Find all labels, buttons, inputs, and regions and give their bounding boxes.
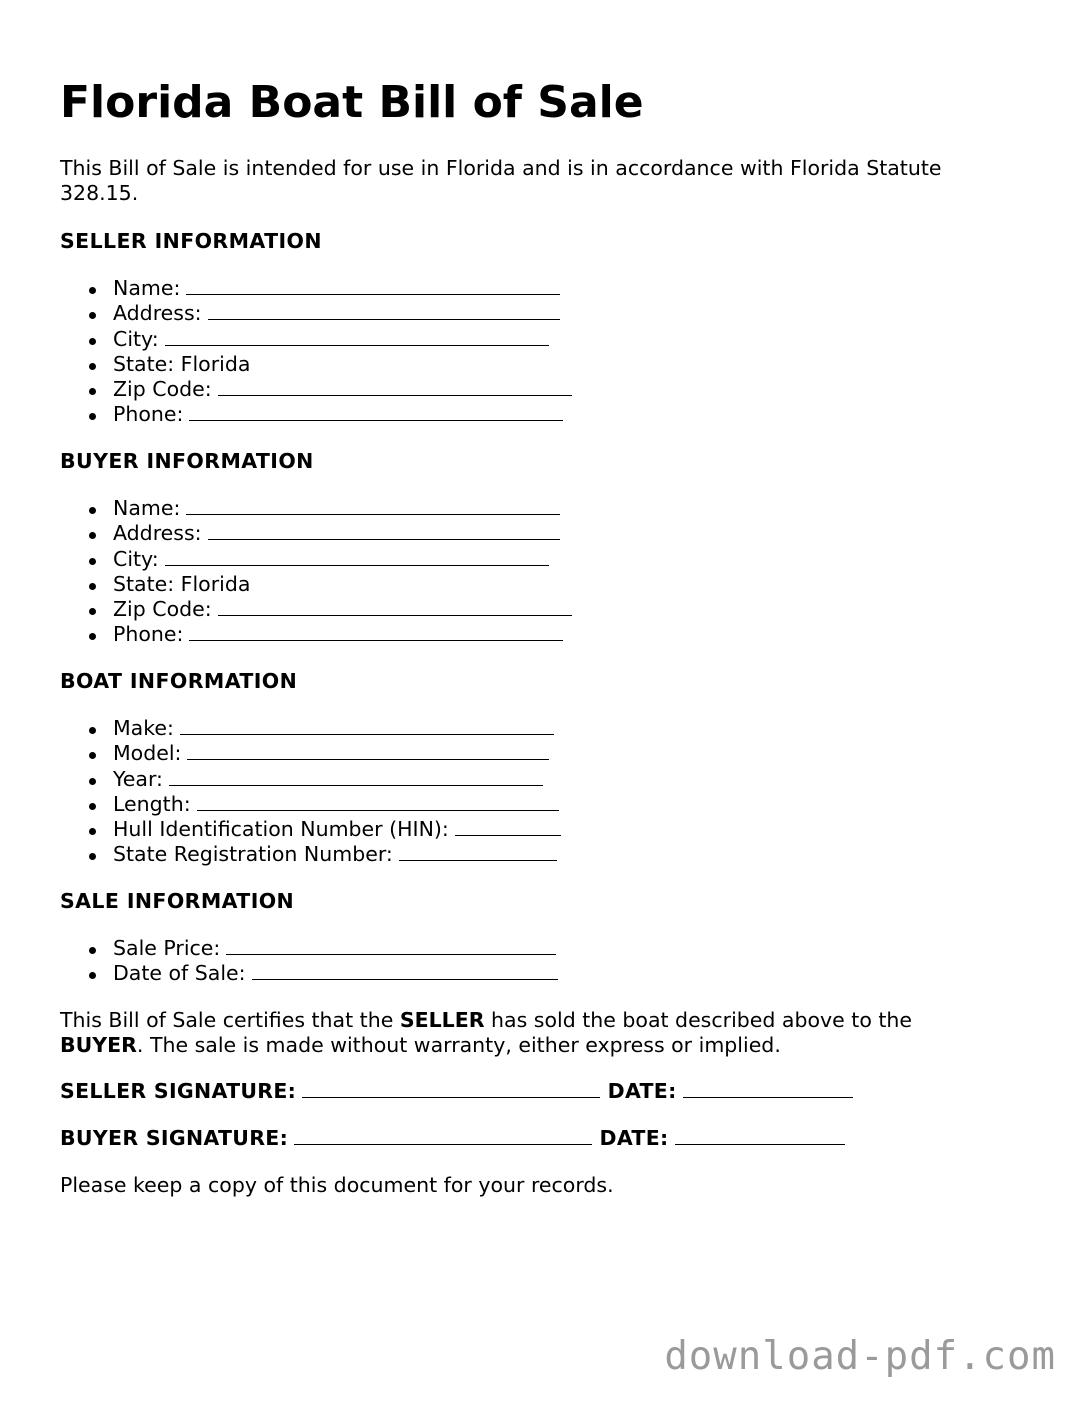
field-label: Date of Sale:: [113, 961, 246, 986]
boat-section-heading: BOAT INFORMATION: [60, 669, 298, 693]
seller-date-blank[interactable]: [683, 1079, 853, 1098]
intro-paragraph: This Bill of Sale is intended for use in Florida and is in accordance with Florida Statute 328.15.: [60, 156, 942, 205]
field-label: Name:: [113, 276, 181, 300]
boat-length-blank[interactable]: [197, 792, 559, 811]
field-label: Make:: [113, 716, 174, 740]
buyer-zip-blank[interactable]: [218, 597, 572, 616]
boat-year-field: [60, 767, 561, 792]
sale-fields-list: [60, 936, 558, 987]
boat-hin-field: [60, 817, 561, 842]
field-label: State: Florida: [113, 571, 251, 596]
certification-text: This Bill of Sale certifies that the: [60, 1008, 400, 1032]
buyer-fields-list: [60, 496, 572, 648]
boat-hin-blank[interactable]: [455, 817, 561, 836]
field-label: City:: [113, 326, 159, 351]
boat-make-field: [60, 716, 561, 741]
buyer-signature-line: [60, 1126, 845, 1151]
field-label: Phone:: [113, 402, 184, 427]
field-label: Zip Code:: [113, 597, 212, 622]
seller-date-label: DATE:: [607, 1079, 677, 1103]
sale-date-field: [60, 961, 558, 986]
buyer-signature-blank[interactable]: [294, 1126, 592, 1145]
boat-make-blank[interactable]: [180, 716, 554, 735]
buyer-name-field: [60, 496, 572, 521]
buyer-city-blank[interactable]: [165, 547, 549, 566]
seller-name-field: [60, 276, 572, 301]
buyer-date-blank[interactable]: [675, 1126, 845, 1145]
sale-price-blank[interactable]: [226, 936, 556, 955]
seller-state-field: [60, 352, 572, 377]
boat-length-field: [60, 792, 561, 817]
field-label: State Registration Number:: [113, 842, 393, 867]
seller-city-blank[interactable]: [165, 327, 549, 346]
watermark-text: download-pdf.com: [664, 1334, 1056, 1379]
boat-registration-blank[interactable]: [399, 842, 557, 861]
boat-model-blank[interactable]: [187, 741, 549, 760]
sale-section-heading: SALE INFORMATION: [60, 889, 295, 913]
buyer-section-heading: BUYER INFORMATION: [60, 449, 314, 473]
certification-text: . The sale is made without warranty, either express or implied.: [136, 1033, 781, 1057]
seller-phone-field: [60, 402, 572, 427]
seller-signature-blank[interactable]: [302, 1079, 600, 1098]
boat-registration-field: [60, 842, 561, 867]
buyer-emphasis: BUYER: [60, 1033, 137, 1057]
document-title: Florida Boat Bill of Sale: [60, 77, 644, 128]
field-label: Zip Code:: [113, 377, 212, 402]
buyer-date-label: DATE:: [599, 1126, 669, 1150]
seller-phone-blank[interactable]: [189, 402, 563, 421]
field-label: Year:: [113, 766, 163, 791]
seller-section-heading: SELLER INFORMATION: [60, 229, 322, 253]
seller-zip-blank[interactable]: [218, 377, 572, 396]
buyer-zip-field: [60, 597, 572, 622]
field-label: Phone:: [113, 622, 184, 647]
seller-signature-label: SELLER SIGNATURE:: [60, 1079, 297, 1103]
seller-city-field: [60, 327, 572, 352]
boat-year-blank[interactable]: [169, 767, 543, 786]
buyer-name-blank[interactable]: [186, 496, 560, 515]
field-label: State: Florida: [113, 351, 251, 376]
seller-emphasis: SELLER: [399, 1008, 485, 1032]
records-note: Please keep a copy of this document for your records.: [60, 1173, 614, 1197]
buyer-signature-label: BUYER SIGNATURE:: [60, 1126, 289, 1150]
seller-fields-list: [60, 276, 572, 428]
field-label: City:: [113, 546, 159, 571]
buyer-phone-field: [60, 622, 572, 647]
certification-text: has sold the boat described above to the: [484, 1008, 913, 1032]
sale-date-blank[interactable]: [252, 961, 558, 980]
seller-address-field: [60, 301, 572, 326]
buyer-state-field: [60, 572, 572, 597]
seller-signature-line: [60, 1079, 853, 1104]
seller-address-blank[interactable]: [208, 301, 560, 320]
seller-name-blank[interactable]: [186, 276, 560, 295]
seller-zip-field: [60, 377, 572, 402]
field-label: Length:: [113, 791, 191, 816]
certification-paragraph: [60, 1008, 1020, 1058]
boat-model-field: [60, 741, 561, 766]
field-label: Model:: [113, 741, 182, 766]
buyer-address-field: [60, 521, 572, 546]
field-label: Address:: [113, 301, 202, 326]
buyer-address-blank[interactable]: [208, 521, 560, 540]
boat-fields-list: [60, 716, 561, 868]
buyer-phone-blank[interactable]: [189, 622, 563, 641]
field-label: Sale Price:: [113, 936, 221, 960]
sale-price-field: [60, 936, 558, 961]
field-label: Name:: [113, 496, 181, 520]
field-label: Address:: [113, 521, 202, 546]
field-label: Hull Identification Number (HIN):: [113, 817, 449, 842]
buyer-city-field: [60, 547, 572, 572]
